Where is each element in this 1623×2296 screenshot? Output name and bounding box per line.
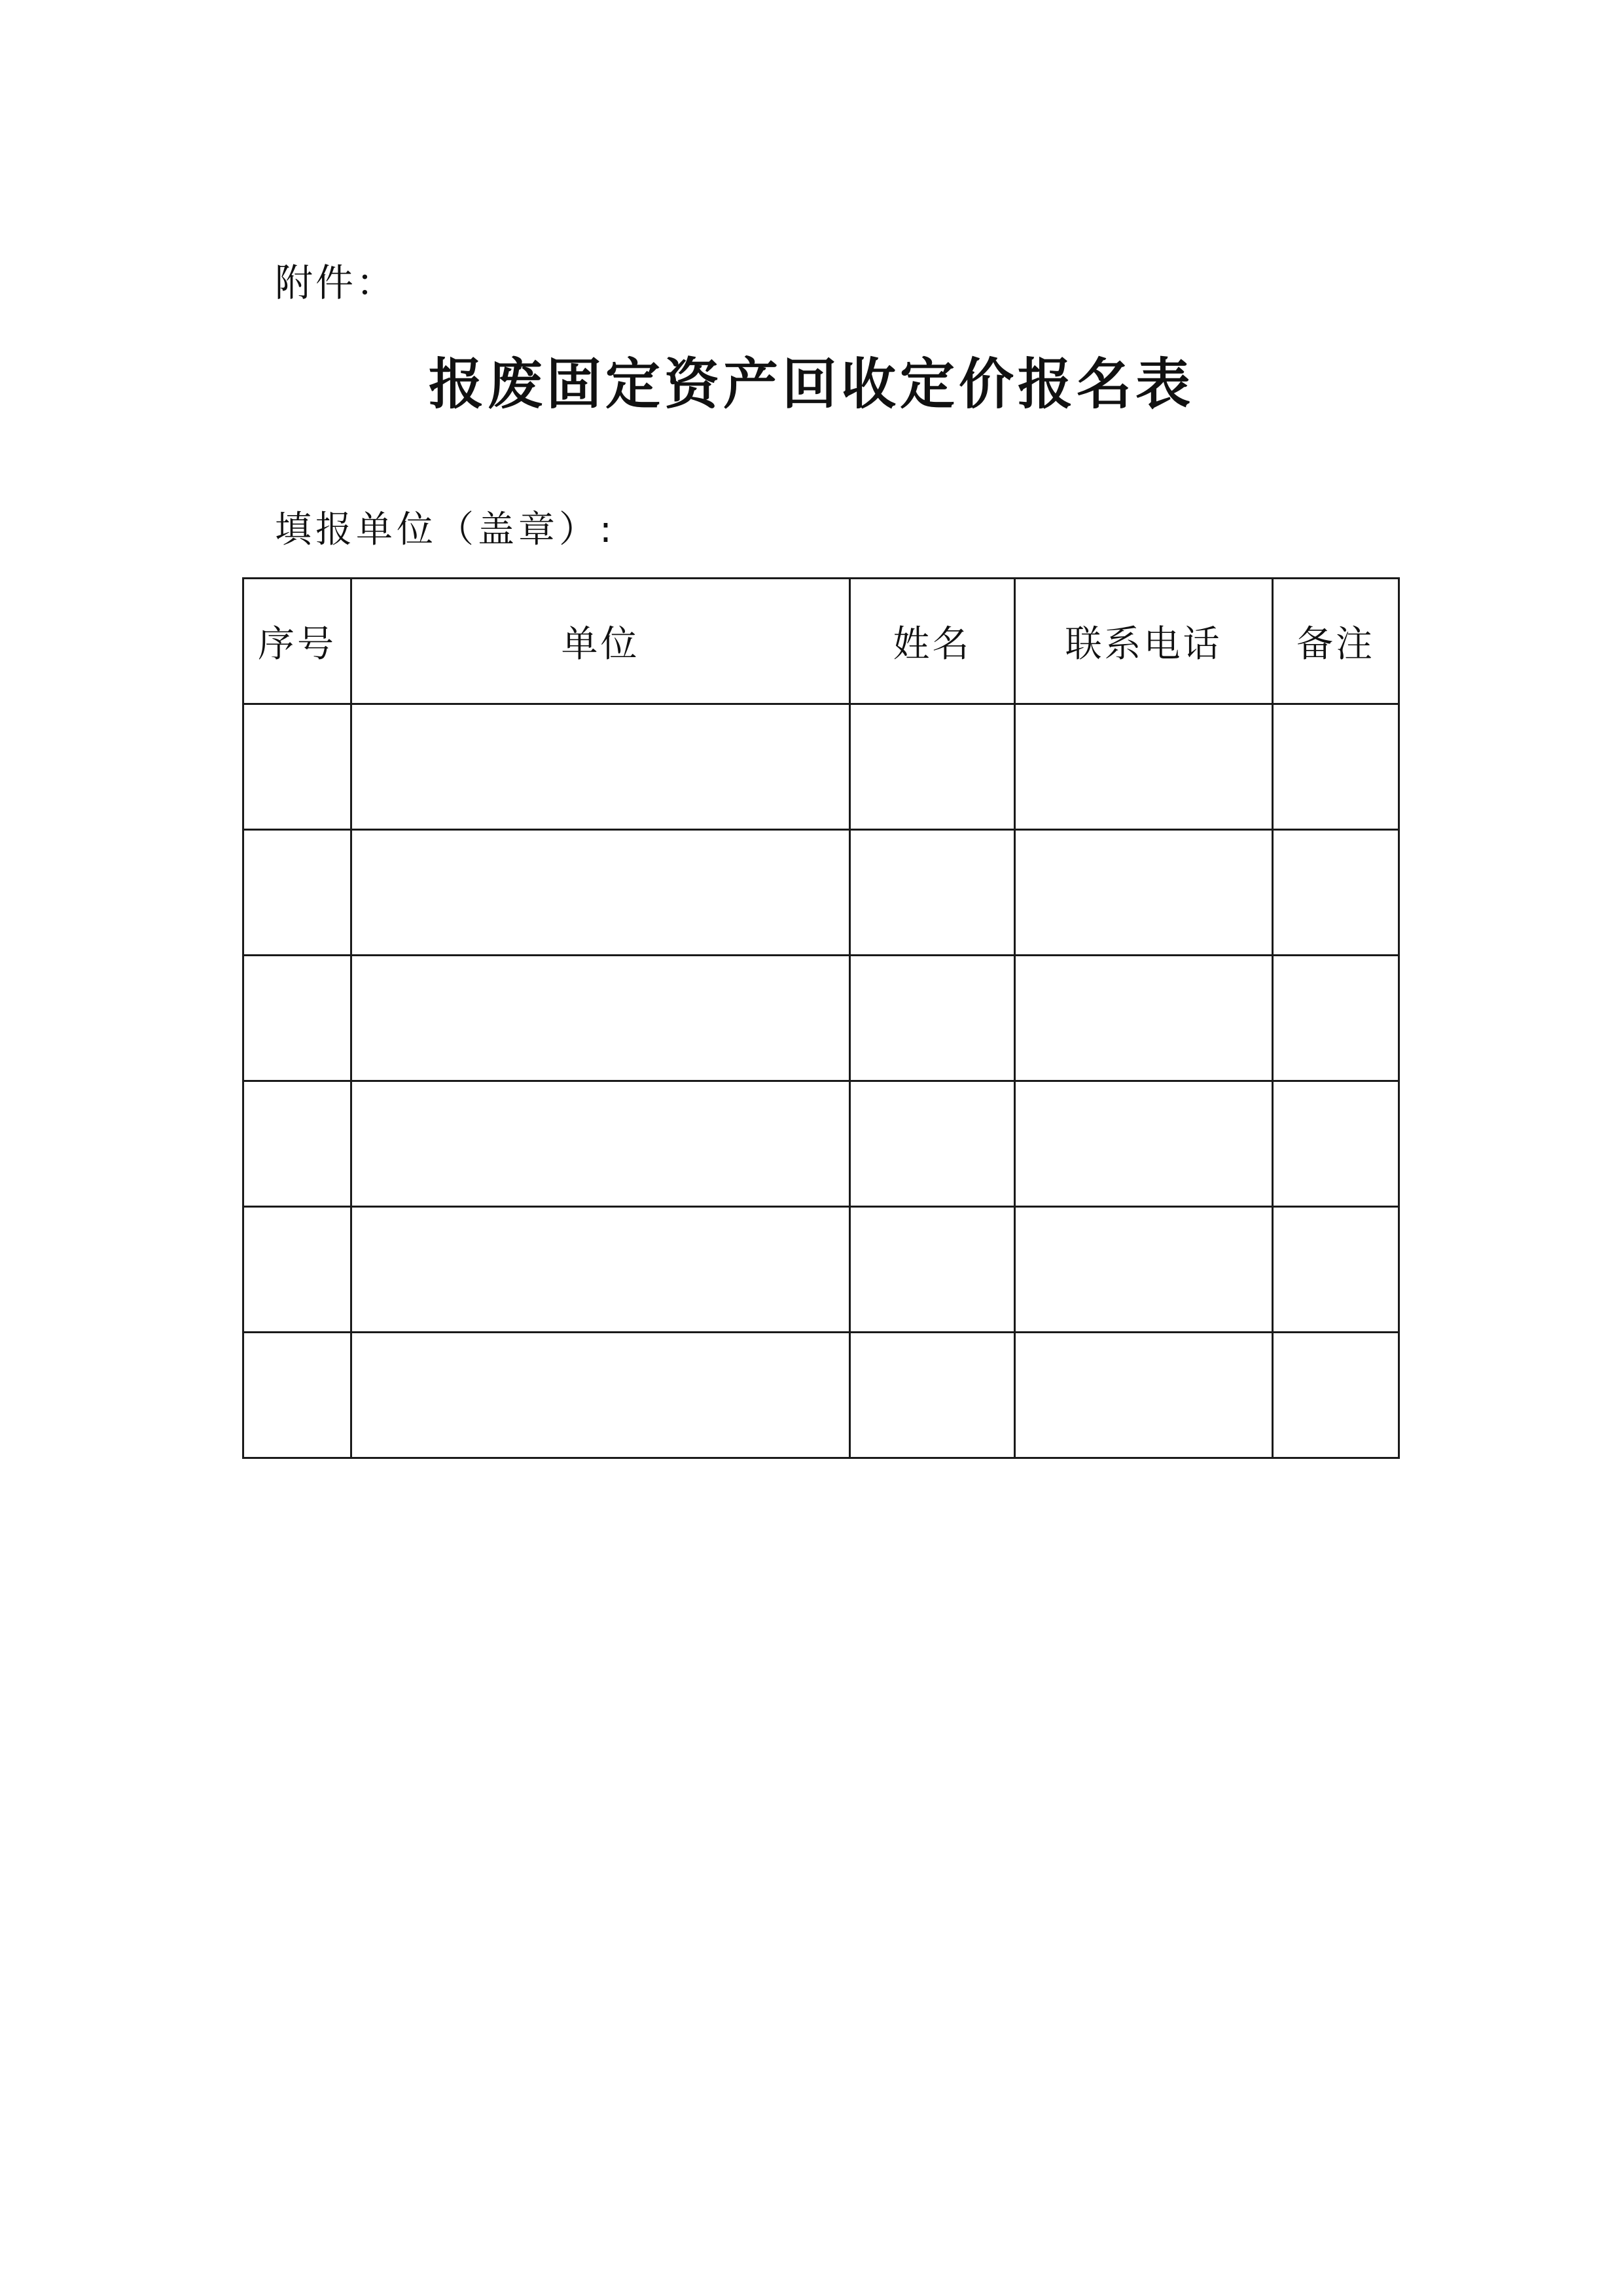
cell-note[interactable] — [1273, 830, 1399, 956]
cell-unit[interactable] — [351, 1081, 850, 1207]
header-unit: 单位 — [351, 579, 850, 704]
cell-name[interactable] — [850, 1333, 1015, 1458]
cell-name[interactable] — [850, 1081, 1015, 1207]
table-row — [243, 1333, 1399, 1458]
cell-name[interactable] — [850, 956, 1015, 1081]
cell-name[interactable] — [850, 1207, 1015, 1333]
table-row — [243, 704, 1399, 830]
unit-label: 填报单位（盖章）: — [275, 509, 616, 551]
cell-unit[interactable] — [351, 704, 850, 830]
header-name: 姓名 — [850, 579, 1015, 704]
cell-phone[interactable] — [1015, 956, 1273, 1081]
cell-phone[interactable] — [1015, 1333, 1273, 1458]
cell-note[interactable] — [1273, 1333, 1399, 1458]
table-row — [243, 830, 1399, 956]
header-seq: 序号 — [243, 579, 351, 704]
registration-table — [242, 577, 1400, 1459]
cell-seq[interactable] — [243, 830, 351, 956]
page-title: 报废固定资产回收定价报名表 — [428, 351, 1194, 416]
cell-phone[interactable] — [1015, 704, 1273, 830]
cell-phone[interactable] — [1015, 830, 1273, 956]
cell-unit[interactable] — [351, 956, 850, 1081]
cell-note[interactable] — [1273, 1207, 1399, 1333]
table-header-row — [243, 579, 1399, 704]
cell-seq[interactable] — [243, 1081, 351, 1207]
cell-unit[interactable] — [351, 830, 850, 956]
header-phone: 联系电话 — [1015, 579, 1273, 704]
table-row — [243, 1207, 1399, 1333]
cell-note[interactable] — [1273, 956, 1399, 1081]
cell-seq[interactable] — [243, 1333, 351, 1458]
cell-name[interactable] — [850, 704, 1015, 830]
cell-seq[interactable] — [243, 1207, 351, 1333]
table-row — [243, 1081, 1399, 1207]
cell-unit[interactable] — [351, 1207, 850, 1333]
table-row — [243, 956, 1399, 1081]
cell-phone[interactable] — [1015, 1207, 1273, 1333]
cell-phone[interactable] — [1015, 1081, 1273, 1207]
cell-name[interactable] — [850, 830, 1015, 956]
header-note: 备注 — [1273, 579, 1399, 704]
attachment-label: 附件： — [275, 260, 397, 305]
cell-unit[interactable] — [351, 1333, 850, 1458]
cell-seq[interactable] — [243, 704, 351, 830]
cell-note[interactable] — [1273, 704, 1399, 830]
cell-seq[interactable] — [243, 956, 351, 1081]
cell-note[interactable] — [1273, 1081, 1399, 1207]
